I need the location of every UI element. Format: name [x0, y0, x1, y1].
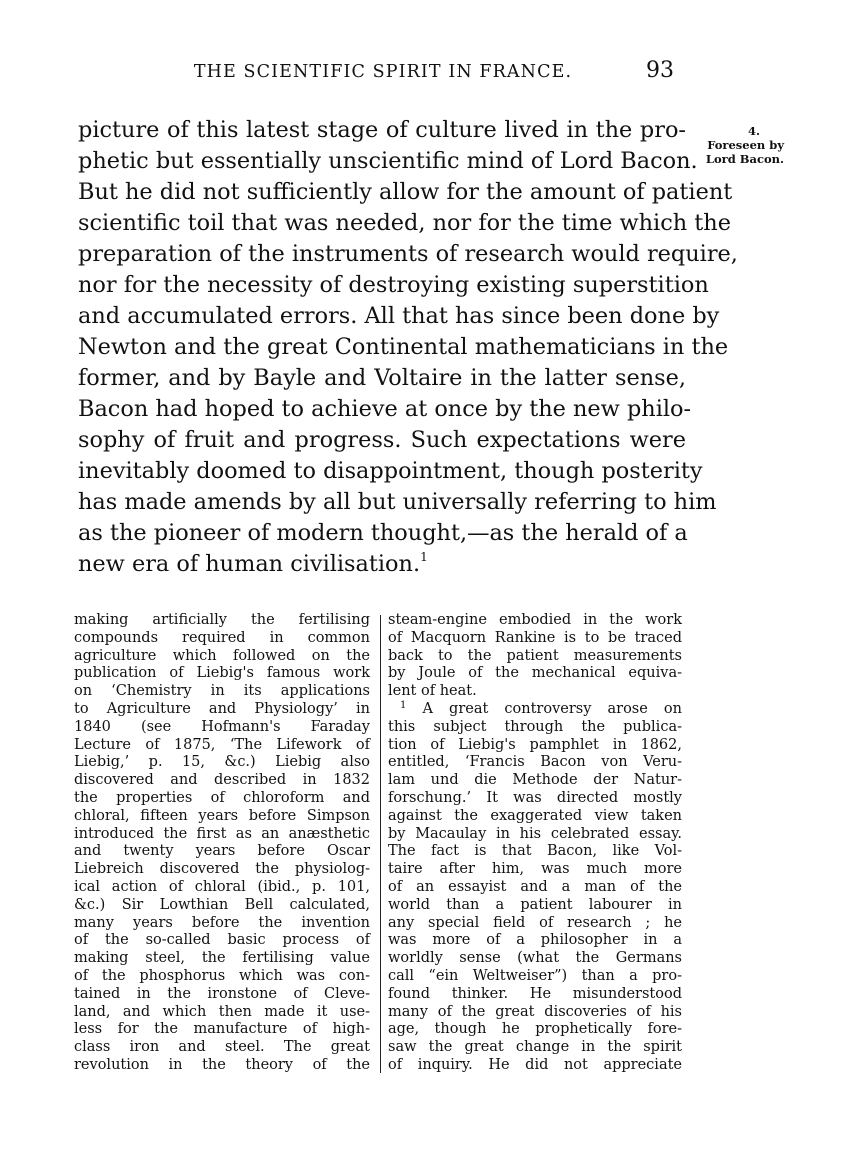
footnote-line: of an essayist and a man of the	[388, 878, 682, 895]
footnote-line: chloral, fifteen years before Simpson	[74, 807, 370, 824]
footnote-line: saw the great change in the spirit	[388, 1039, 682, 1056]
footnote-line: The fact is that Bacon, like Vol-	[388, 843, 682, 860]
footnote-line: tion of Liebig's pamphlet in 1862,	[388, 736, 682, 753]
footnote-line: lent of heat.	[388, 683, 477, 700]
footnote-first-line	[388, 701, 682, 719]
footnote-line: many years before the invention	[74, 914, 370, 931]
body-line-text: new era of human civilisation.	[78, 551, 421, 577]
footnote-line: taire after him, was much more	[388, 861, 682, 878]
footnote-line: agriculture which followed on the	[74, 647, 370, 664]
footnote-line: discovered and described in 1832	[74, 772, 370, 789]
footnote-line: ical action of chloral (ibid., p. 101,	[74, 878, 370, 895]
footnote-line: Liebreich discovered the physiolog-	[74, 861, 370, 878]
footnote-line: publication of Liebig's famous work	[74, 665, 370, 682]
footnote-line: of Macquorn Rankine is to be traced	[388, 629, 682, 646]
margin-note-line: Lord Bacon.	[705, 152, 784, 166]
body-line: nor for the necessity of destroying existing superstition	[78, 272, 709, 298]
body-line: preparation of the instruments of research would require,	[78, 241, 738, 267]
footnote-line: any special field of research ; he	[388, 914, 682, 931]
footnote-line: age, though he prophetically fore-	[388, 1021, 682, 1038]
footnote-line: the properties of chloroform and	[74, 789, 370, 806]
body-line-last	[78, 549, 686, 580]
body-line: has made amends by all but universally referring to him	[78, 489, 717, 515]
body-line: But he did not sufficiently allow for the amount of patient	[78, 179, 733, 205]
footnote-line: worldly sense (what the Germans	[388, 950, 682, 967]
footnote-column-left	[74, 612, 370, 1075]
footnote-line: was more of a philosopher in a	[388, 932, 682, 949]
footnote-line: entitled, ‘Francis Bacon von Veru-	[388, 754, 682, 771]
footnote-line: by Macaulay in his celebrated essay.	[388, 825, 682, 842]
footnote-reference: 1	[420, 550, 428, 564]
body-line: former, and by Bayle and Voltaire in the latter sense,	[78, 365, 686, 391]
footnote-line: land, and which then made it use-	[74, 1003, 370, 1020]
body-line: Bacon had hoped to achieve at once by the new philo-	[78, 396, 692, 422]
footnote-line: 1840 (see Hofmann's Faraday	[74, 718, 370, 735]
body-line: Newton and the great Continental mathematicians in the	[78, 334, 729, 360]
footnote-line: tained in the ironstone of Cleve-	[74, 985, 370, 1002]
body-line: sophy of fruit and progress. Such expectations were	[78, 427, 686, 453]
footnote-line: this subject through the publica-	[388, 718, 682, 735]
footnote-marker: 1	[400, 699, 407, 711]
footnote-line: class iron and steel. The great	[74, 1039, 370, 1056]
page-number: 93	[646, 58, 674, 83]
footnote-line: less for the manufacture of high-	[74, 1021, 370, 1038]
margin-note-line: Foreseen by	[707, 138, 784, 152]
running-title: THE SCIENTIFIC SPIRIT IN FRANCE.	[193, 62, 573, 82]
body-line: picture of this latest stage of culture lived in the pro-	[78, 117, 686, 143]
footnote-line: Lecture of 1875, ‘The Lifework of	[74, 736, 370, 753]
footnote-line: of inquiry. He did not appreciate	[388, 1056, 682, 1073]
body-line: scientific toil that was needed, nor for the time which the	[78, 210, 731, 236]
footnote-line: against the exaggerated view taken	[388, 807, 682, 824]
footnote-line: and twenty years before Oscar	[74, 843, 370, 860]
footnote-column-right	[388, 612, 682, 1075]
footnote-line: by Joule of the mechanical equiva-	[388, 665, 682, 682]
footnote-line: compounds required in common	[74, 629, 370, 646]
column-divider	[380, 615, 381, 1073]
margin-note-number: 4.	[747, 124, 760, 138]
footnote-line: call “ein Weltweiser”) than a pro-	[388, 967, 682, 984]
body-line: as the pioneer of modern thought,—as the herald of a	[78, 520, 688, 546]
body-line: inevitably doomed to disappointment, though posterity	[78, 458, 703, 484]
footnote-line: world than a patient labourer in	[388, 896, 682, 913]
footnote-line: found thinker. He misunderstood	[388, 985, 682, 1002]
body-line: phetic but essentially unscientific mind of Lord Bacon.	[78, 148, 698, 174]
footnote-line: Liebig,’ p. 15, &c.) Liebig also	[74, 754, 370, 771]
footnote-line: steam-engine embodied in the work	[388, 612, 682, 628]
footnote-line: of the so-called basic process of	[74, 932, 370, 949]
footnote-line: &c.) Sir Lowthian Bell calculated,	[74, 896, 370, 913]
footnote-line: on ‘Chemistry in its applications	[74, 683, 370, 700]
footnote-line: of the phosphorus which was con-	[74, 967, 370, 984]
footnote-line: revolution in the theory of the	[74, 1056, 370, 1073]
footnote-line: forschung.’ It was directed mostly	[388, 789, 682, 806]
footnote-line: lam und die Methode der Natur-	[388, 772, 682, 789]
footnote-line: back to the patient measurements	[388, 647, 682, 664]
footnote-line: many of the great discoveries of his	[388, 1003, 682, 1020]
margin-note	[694, 124, 784, 166]
footnote-line: making steel, the fertilising value	[74, 950, 370, 967]
footnote-line-text: A great controversy arose on	[406, 700, 682, 717]
footnote-line: to Agriculture and Physiology’ in	[74, 700, 370, 717]
footnote-line: making artificially the fertilising	[74, 612, 370, 628]
body-paragraph	[78, 115, 738, 580]
footnote-line: introduced the first as an anæsthetic	[74, 825, 370, 842]
body-line: and accumulated errors. All that has since been done by	[78, 303, 720, 329]
